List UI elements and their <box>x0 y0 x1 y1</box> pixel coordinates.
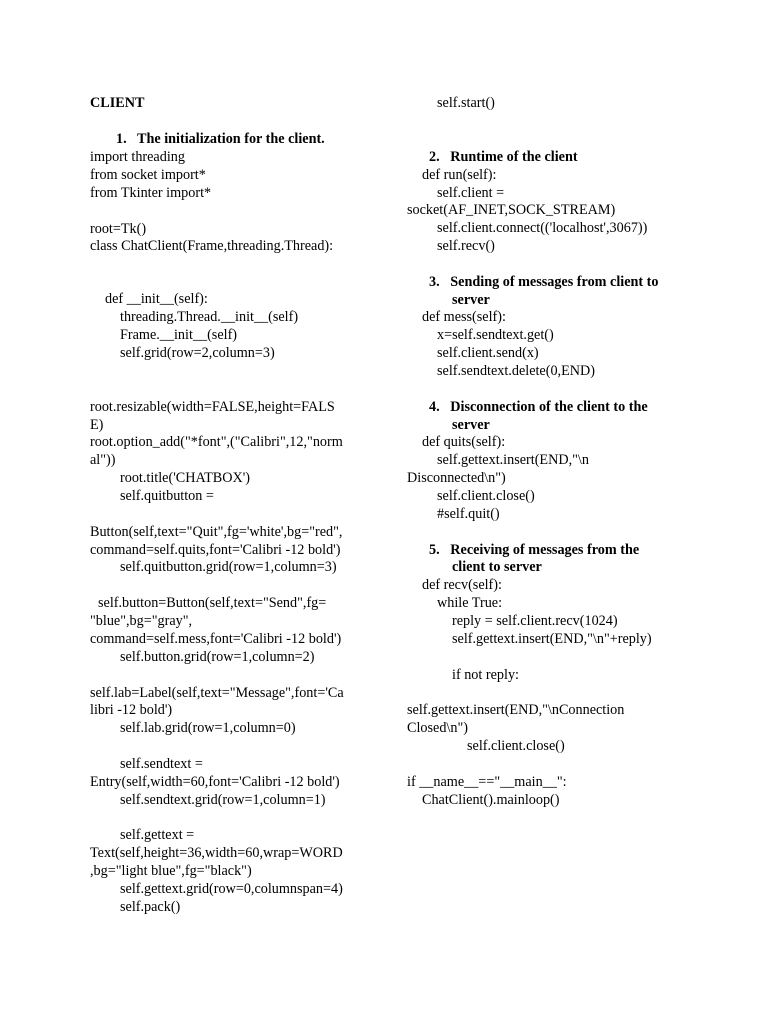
code-line: socket(AF_INET,SOCK_STREAM) <box>407 202 616 218</box>
code-line: Text(self,height=36,width=60,wrap=WORD <box>90 845 343 861</box>
code-line: al")) <box>90 452 116 468</box>
section-heading: 2. Runtime of the client <box>429 149 578 165</box>
code-line: root.option_add("*font",("Calibri",12,"norm <box>90 434 343 450</box>
code-line: def mess(self): <box>422 309 506 325</box>
code-line: if __name__=="__main__": <box>407 774 567 790</box>
section-heading: client to server <box>452 559 542 575</box>
code-line: command=self.mess,font='Calibri -12 bold') <box>90 631 342 647</box>
code-line: self.gettext.insert(END,"\n <box>437 452 589 468</box>
code-line: root=Tk() <box>90 221 147 237</box>
code-line: E) <box>90 417 104 433</box>
code-line: root.resizable(width=FALSE,height=FALS <box>90 399 335 415</box>
section-heading: server <box>452 417 490 433</box>
code-line: root.title('CHATBOX') <box>120 470 251 486</box>
code-line: reply = self.client.recv(1024) <box>452 613 618 629</box>
section-heading: 1. The initialization for the client. <box>116 131 325 147</box>
code-line: self.button.grid(row=1,column=2) <box>120 649 315 665</box>
code-line: "blue",bg="gray", <box>90 613 193 629</box>
code-line: libri -12 bold') <box>90 702 173 718</box>
code-line: Disconnected\n") <box>407 470 506 486</box>
code-line: ChatClient().mainloop() <box>422 792 560 808</box>
code-line: self.button=Button(self,text="Send",fg= <box>98 595 327 611</box>
code-line: Frame.__init__(self) <box>120 327 238 343</box>
code-line: Button(self,text="Quit",fg='white',bg="red", <box>90 524 343 540</box>
code-line: def run(self): <box>422 167 497 183</box>
code-line: self.client.close() <box>437 488 535 504</box>
code-line: self.lab=Label(self,text="Message",font='Ca <box>90 685 344 701</box>
code-line: self.client = <box>437 185 505 201</box>
code-line: self.client.send(x) <box>437 345 539 361</box>
code-line: def recv(self): <box>422 577 502 593</box>
code-line: self.pack() <box>120 899 181 915</box>
code-line: self.gettext.insert(END,"\n"+reply) <box>452 631 652 647</box>
code-line: self.gettext.insert(END,"\nConnection <box>407 702 625 718</box>
code-line: from Tkinter import* <box>90 185 212 201</box>
code-line: threading.Thread.__init__(self) <box>120 309 299 325</box>
code-line: #self.quit() <box>437 506 500 522</box>
section-heading: CLIENT <box>90 95 145 111</box>
code-line: self.sendtext = <box>120 756 203 772</box>
code-line: self.client.connect(('localhost',3067)) <box>437 220 648 236</box>
code-line: ,bg="light blue",fg="black") <box>90 863 252 879</box>
code-line: class ChatClient(Frame,threading.Thread): <box>90 238 334 254</box>
code-line: self.gettext = <box>120 827 195 843</box>
code-line: self.grid(row=2,column=3) <box>120 345 275 361</box>
code-line: command=self.quits,font='Calibri -12 bold') <box>90 542 341 558</box>
section-heading: server <box>452 292 490 308</box>
code-line: self.recv() <box>437 238 495 254</box>
code-line: Entry(self,width=60,font='Calibri -12 bold') <box>90 774 340 790</box>
code-line: self.sendtext.delete(0,END) <box>437 363 595 379</box>
section-heading: 3. Sending of messages from client to <box>429 274 659 290</box>
code-line: import threading <box>90 149 185 165</box>
code-line: self.client.close() <box>467 738 565 754</box>
code-line: self.start() <box>437 95 495 111</box>
code-line: while True: <box>437 595 503 611</box>
code-line: self.quitbutton = <box>120 488 214 504</box>
code-line: Closed\n") <box>407 720 468 736</box>
section-heading: 5. Receiving of messages from the <box>429 542 640 558</box>
code-line: def quits(self): <box>422 434 506 450</box>
code-line: x=self.sendtext.get() <box>437 327 554 343</box>
code-line: self.sendtext.grid(row=1,column=1) <box>120 792 326 808</box>
code-line: self.gettext.grid(row=0,columnspan=4) <box>120 881 343 897</box>
code-line: self.quitbutton.grid(row=1,column=3) <box>120 559 337 575</box>
code-line: from socket import* <box>90 167 206 183</box>
section-heading: 4. Disconnection of the client to the <box>429 399 648 415</box>
code-line: self.lab.grid(row=1,column=0) <box>120 720 296 736</box>
code-line: if not reply: <box>452 667 519 683</box>
code-line: def __init__(self): <box>105 291 208 307</box>
